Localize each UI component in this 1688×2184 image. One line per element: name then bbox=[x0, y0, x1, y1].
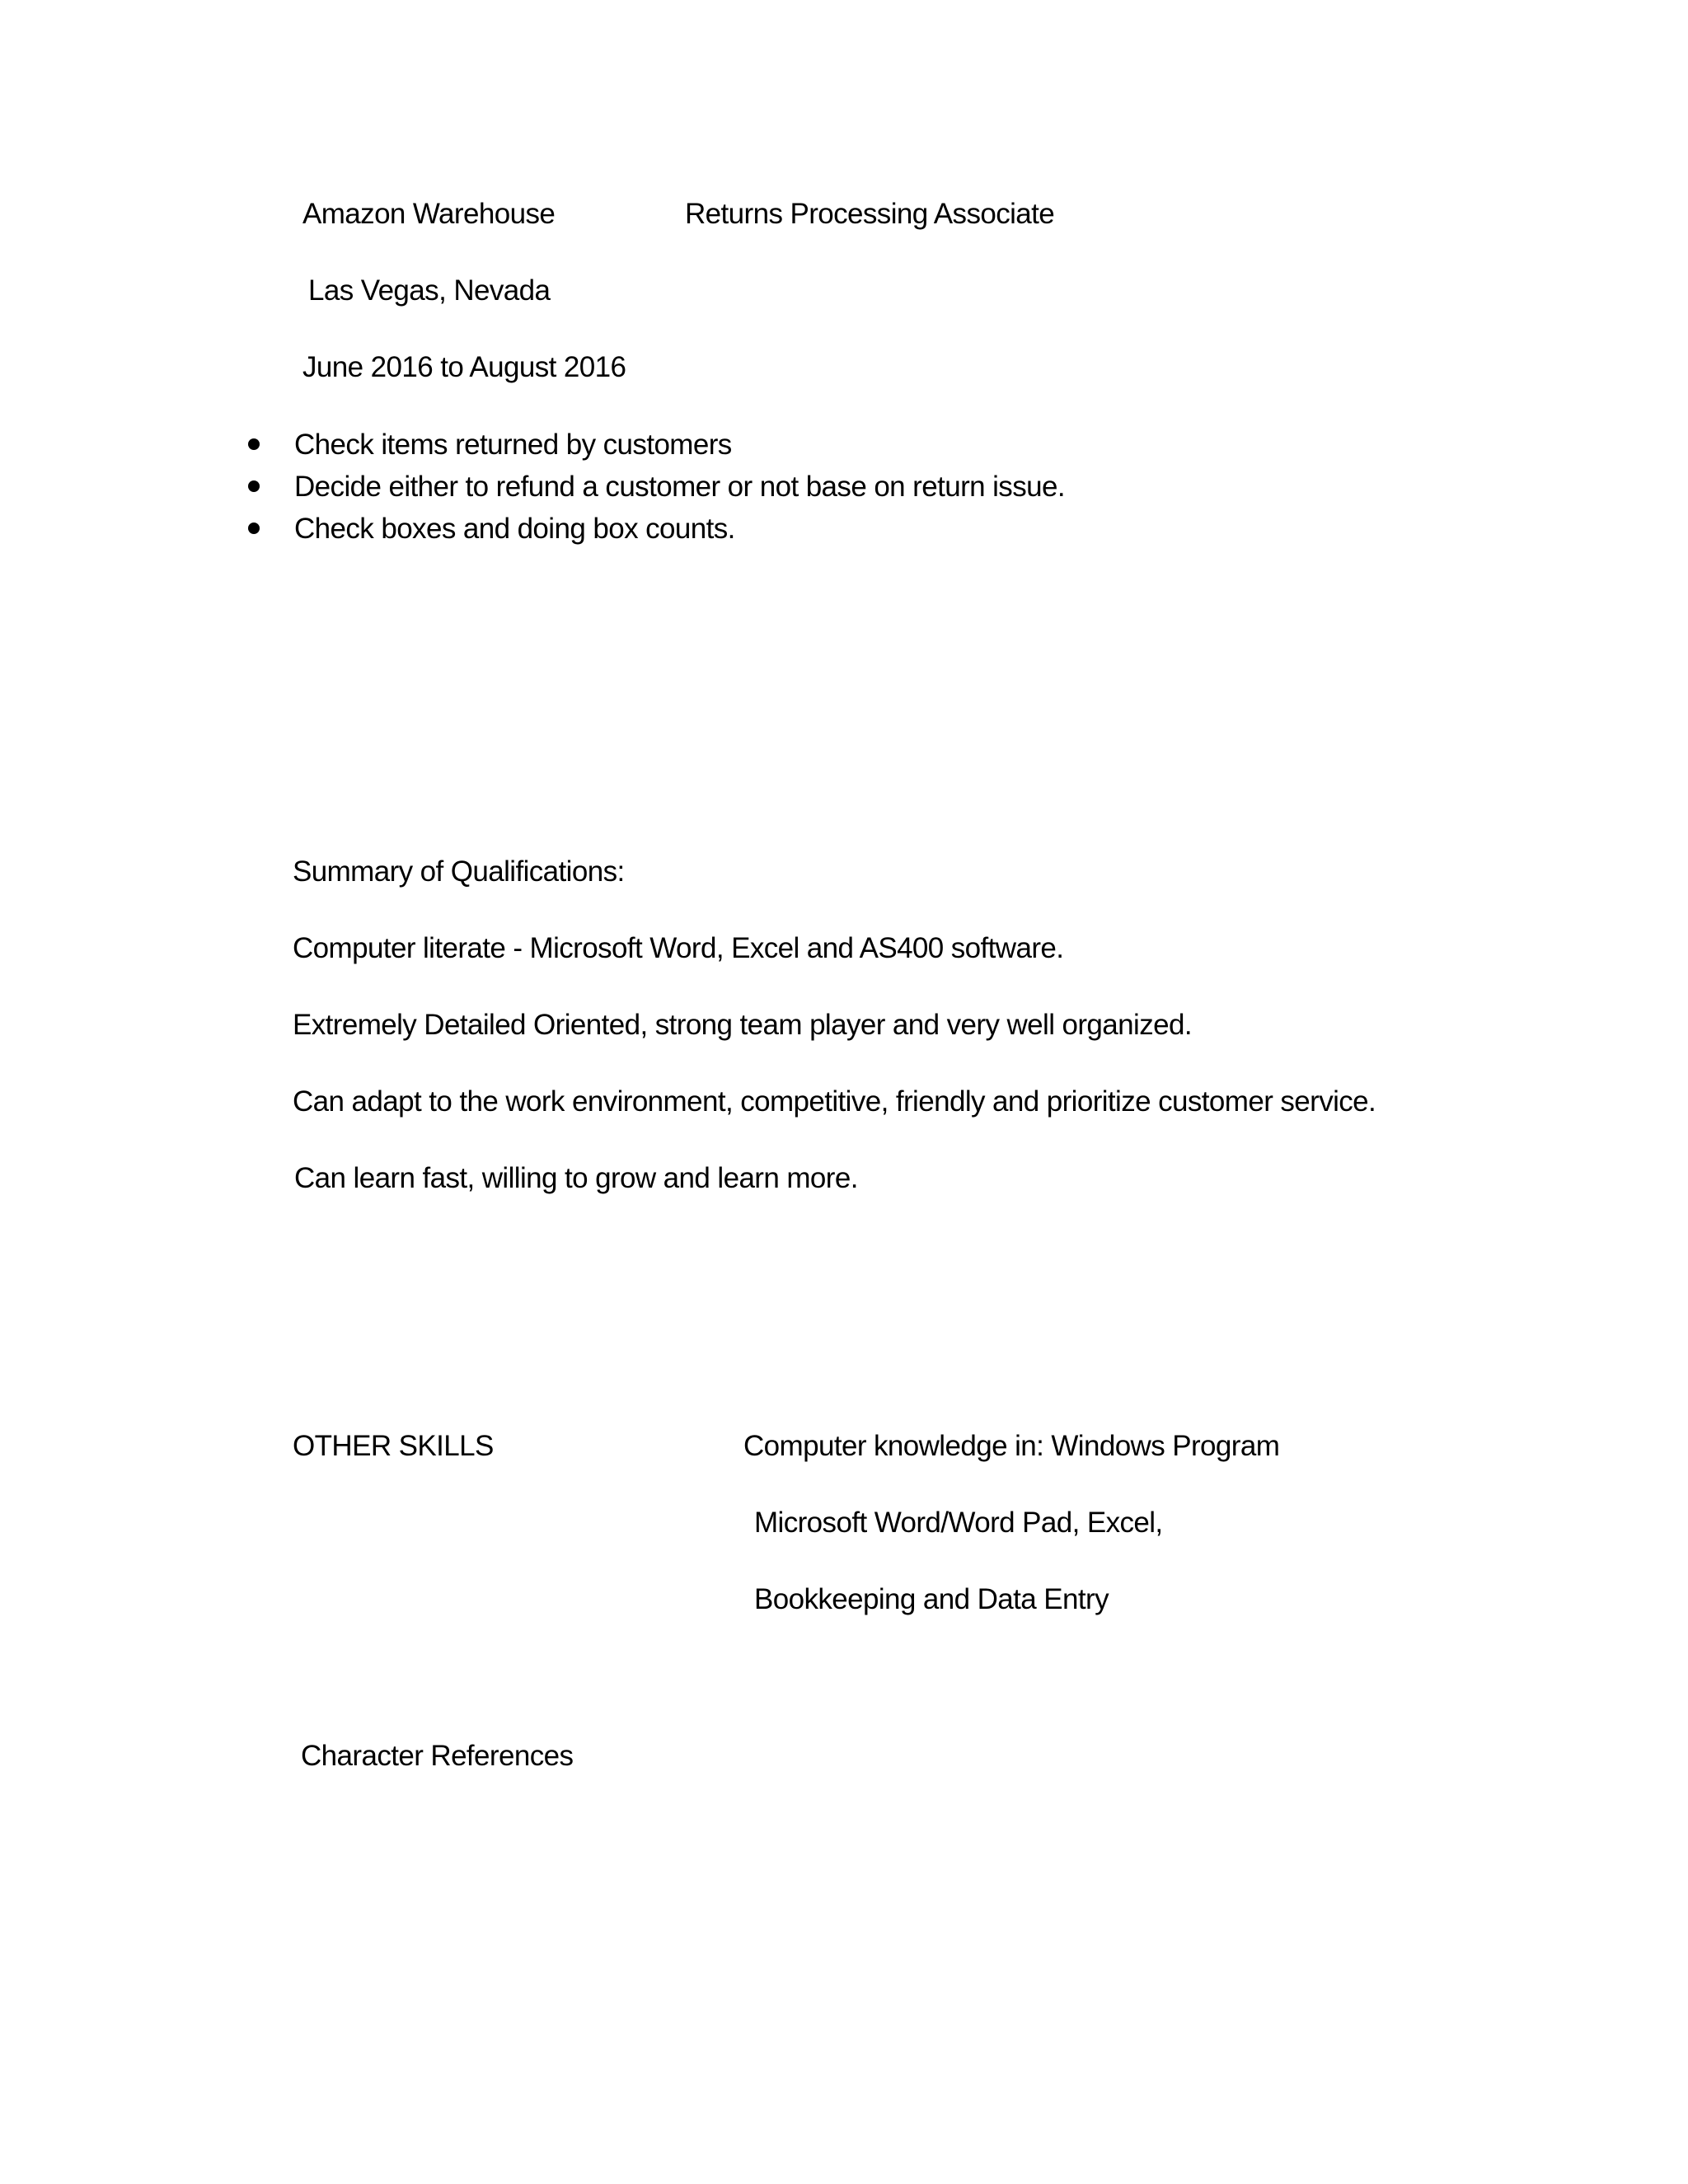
qualification-item: Computer literate - Microsoft Word, Excel and AS400 software. bbox=[293, 932, 1064, 964]
references-heading: Character References bbox=[301, 1740, 574, 1772]
bullet-icon bbox=[248, 523, 260, 534]
qualification-item: Can learn fast, willing to grow and learn more. bbox=[294, 1162, 858, 1194]
qualification-item: Can adapt to the work environment, competitive, friendly and prioritize customer service. bbox=[293, 1085, 1376, 1118]
qualification-item: Extremely Detailed Oriented, strong team player and very well organized. bbox=[293, 1009, 1192, 1041]
job-location: Las Vegas, Nevada bbox=[308, 274, 551, 307]
bullet-icon bbox=[248, 480, 260, 492]
other-skills-heading: OTHER SKILLS bbox=[293, 1430, 494, 1462]
job-position: Returns Processing Associate bbox=[685, 198, 1055, 230]
other-skills-line: Computer knowledge in: Windows Program bbox=[743, 1430, 1280, 1462]
other-skills-line: Bookkeeping and Data Entry bbox=[754, 1583, 1109, 1615]
job-employer: Amazon Warehouse bbox=[302, 198, 556, 230]
duty-text: Decide either to refund a customer or not base on return issue. bbox=[294, 471, 1065, 503]
duty-text: Check boxes and doing box counts. bbox=[294, 513, 735, 545]
job-dates: June 2016 to August 2016 bbox=[302, 351, 626, 383]
bullet-icon bbox=[248, 438, 260, 450]
other-skills-line: Microsoft Word/Word Pad, Excel, bbox=[754, 1507, 1163, 1539]
qualifications-heading: Summary of Qualifications: bbox=[293, 855, 625, 888]
duty-text: Check items returned by customers bbox=[294, 429, 732, 461]
